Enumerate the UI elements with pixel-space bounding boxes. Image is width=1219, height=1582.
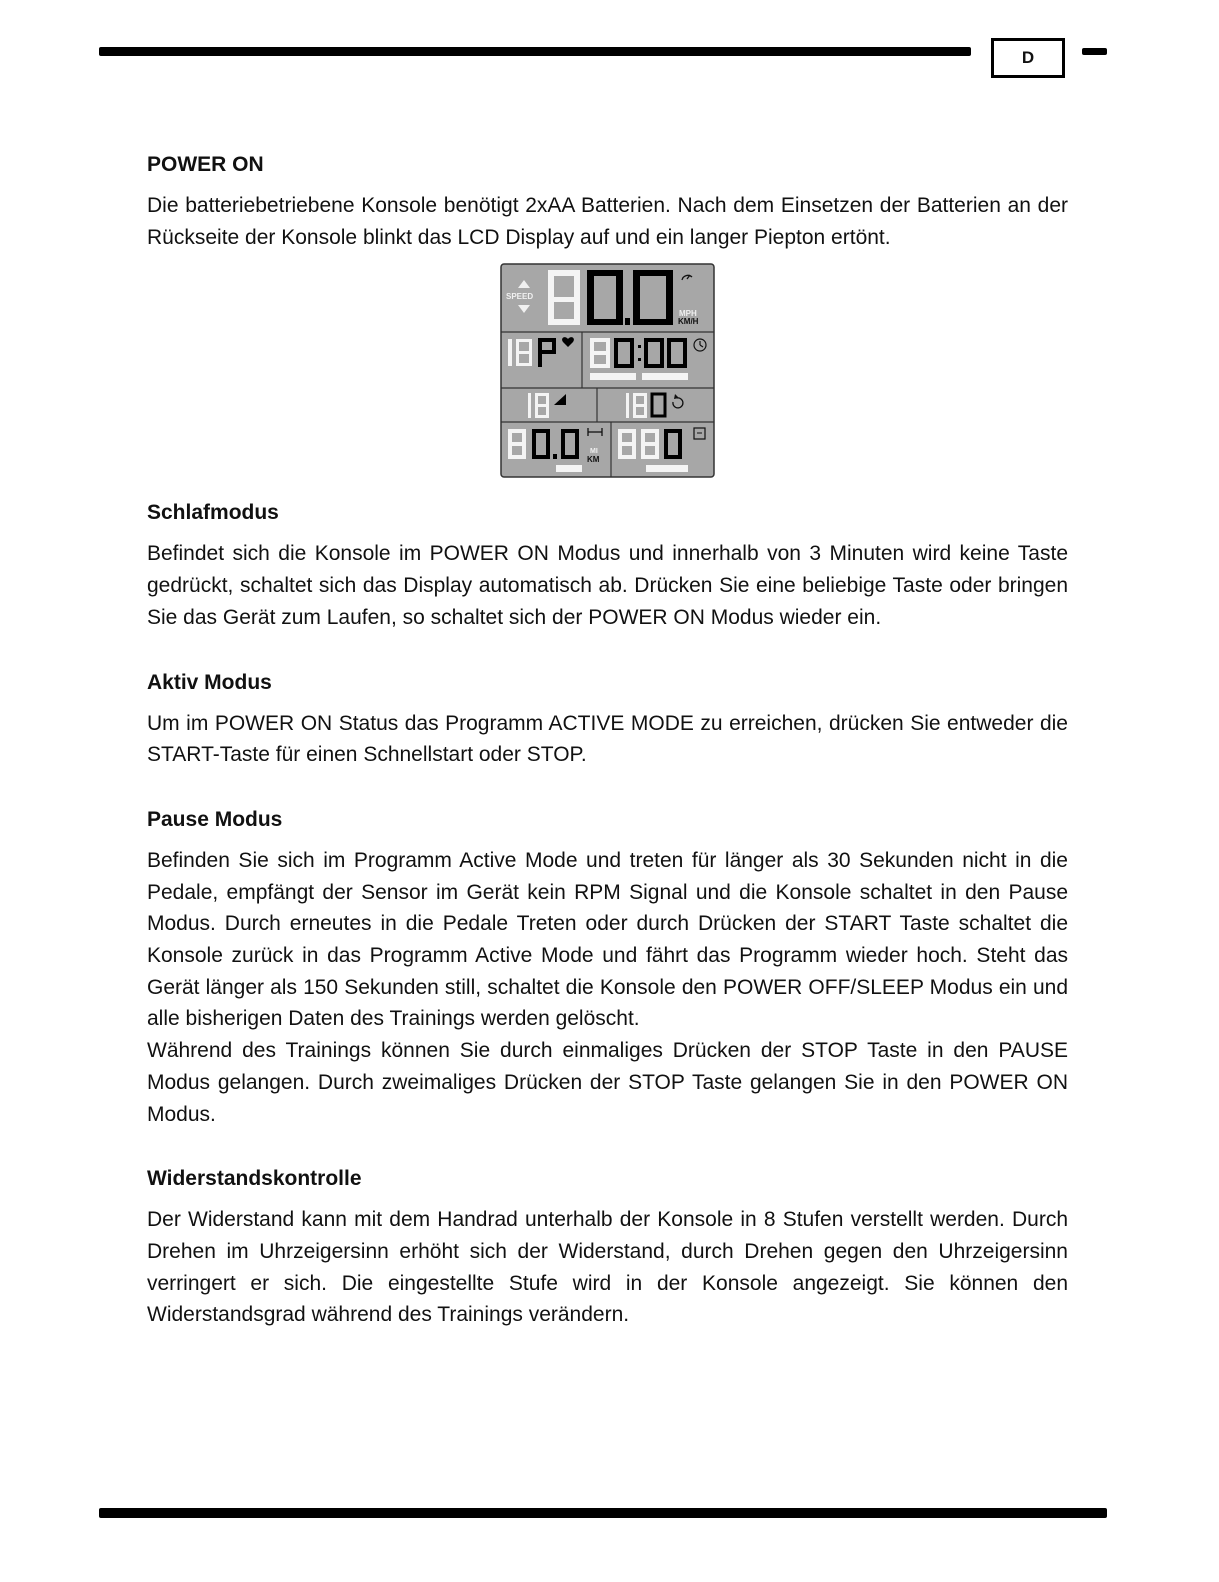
section-paragraph: Befinden Sie sich im Programm Active Mode und treten für länger als 30 Sekunden nicht in die Pedale, empfängt der Sensor im Gerät kein RPM Signal und die Konsole schaltet in den Pause Modus. Durch erneutes in die Pedale Treten oder durch Drücken der START Taste schaltet die Konsole zurück in das Programm Active Mode und fährt das Programm wieder hoch. Steht das Gerät länger als 150 Sekunden still, schaltet die Konsole den POWER OFF/SLEEP Modus ein und alle bisherigen Daten des Trainings werden gelöscht. — [147, 848, 1068, 1031]
lcd-unit-km: KM — [587, 455, 600, 465]
section-power-on — [147, 150, 1068, 253]
lcd-unit-kmh: KM/H — [678, 317, 699, 327]
section-heading: POWER ON — [147, 153, 264, 176]
section-schlafmodus — [147, 498, 1068, 633]
section-heading: Aktiv Modus — [147, 670, 272, 694]
page-language-letter: D — [1021, 48, 1035, 67]
section-paragraph: Um im POWER ON Status das Programm ACTIVE MODE zu erreichen, drücken Sie entweder die START-Taste für einen Schnellstart oder STOP. — [147, 711, 1068, 767]
section-widerstandskontrolle — [147, 1164, 1068, 1331]
lcd-speed-decimal-point — [625, 318, 630, 325]
section-paragraph: Während des Trainings können Sie durch einmaliges Drücken der STOP Taste in den PAUSE Modus gelangen. Durch zweimaliges Drücken der STOP Taste gelangen Sie in den POWER ON Modus. — [147, 1039, 1068, 1126]
section-paragraph: Die batteriebetriebene Konsole benötigt 2xAA Batterien. Nach dem Einsetzen der Batterien an der Rückseite der Konsole blinkt das LCD Display auf und ein langer Piepton ertönt. — [147, 194, 1068, 249]
lcd-unit-mph: MPH — [679, 309, 697, 319]
lcd-console-display — [500, 263, 715, 478]
header-rule — [99, 47, 971, 56]
section-pause-modus — [147, 805, 1068, 1130]
page-language-badge — [991, 38, 1065, 78]
section-heading: Schlafmodus — [147, 501, 279, 525]
section-aktiv-modus — [147, 668, 1068, 771]
lcd-unit-mi: MI — [590, 448, 598, 456]
lcd-display-figure — [147, 263, 1068, 478]
header-rule-end — [1082, 48, 1107, 55]
section-paragraph: Befindet sich die Konsole im POWER ON Modus und innerhalb von 3 Minuten wird keine Taste gedrückt, schaltet sich das Display automatisch ab. Drücken Sie eine beliebige Taste oder bringen Sie das Gerät zum Laufen, so schaltet sich der POWER ON Modus wieder ein. — [147, 542, 1068, 629]
footer-rule — [99, 1508, 1107, 1518]
lcd-speed-label: SPEED — [506, 292, 534, 302]
section-heading: Pause Modus — [147, 807, 283, 831]
document-body — [147, 150, 1068, 1331]
section-heading: Widerstandskontrolle — [147, 1167, 362, 1191]
section-paragraph: Der Widerstand kann mit dem Handrad unterhalb der Konsole in 8 Stufen verstellt werden. Durch Drehen im Uhrzeigersinn erhöht sich der Widerstand, durch Drehen gegen den Uhrzeigersinn verringert er sich. Die eingestellte Stufe wird in der Konsole angezeigt. Sie können den Widerstandsgrad während des Trainings verändern. — [147, 1208, 1068, 1327]
